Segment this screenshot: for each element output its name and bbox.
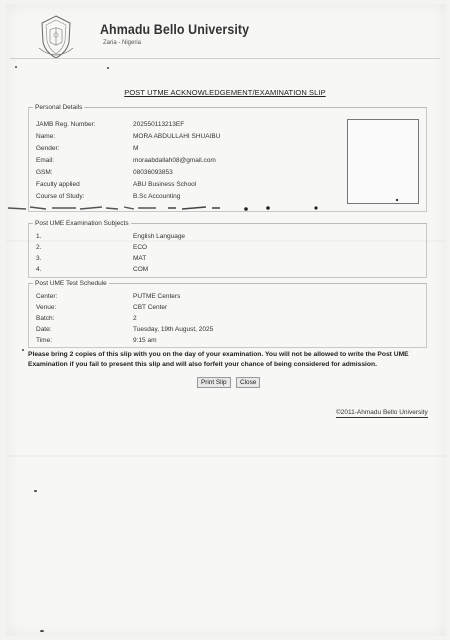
- schedule-label: Venue:: [36, 304, 57, 311]
- schedule-value: 9:15 am: [133, 337, 157, 344]
- schedule-label: Batch:: [36, 315, 55, 322]
- field-label: Email:: [36, 157, 55, 164]
- schedule-label: Date:: [36, 326, 52, 333]
- university-crest-icon: [36, 14, 76, 60]
- section-legend: Post UME Examination Subjects: [35, 220, 129, 227]
- schedule-label: Time:: [36, 337, 53, 344]
- paper-fold: [6, 455, 446, 457]
- field-value: MORA ABDULLAHI SHUAIBU: [133, 133, 221, 140]
- subject-number: 4.: [36, 266, 42, 273]
- subject-name: MAT: [133, 255, 147, 262]
- subjects-section: [28, 220, 427, 278]
- field-value: 202550113213EF: [133, 121, 185, 128]
- field-label: Gender:: [36, 145, 60, 152]
- field-value: B.Sc Accounting: [133, 193, 181, 200]
- field-value: 08036093853: [133, 169, 173, 176]
- subject-name: ECO: [133, 244, 148, 251]
- field-label: Faculty applied: [36, 181, 80, 188]
- speck: [15, 66, 17, 68]
- university-location: Zaria - Nigeria: [103, 40, 142, 46]
- test-schedule-section: [28, 280, 427, 348]
- header-divider: [10, 58, 440, 59]
- close-button[interactable]: Close: [236, 377, 260, 388]
- subject-number: 1.: [36, 233, 42, 240]
- speck: [34, 490, 37, 492]
- speck: [22, 349, 24, 351]
- instructions-notice: Please bring 2 copies of this slip with you on the day of your examination. You will not be allowed to write the Post UME Examination if you fail to present this slip and will also forfeit your chance of being considered for admission.: [28, 351, 409, 368]
- schedule-label: Center:: [36, 293, 58, 300]
- schedule-value: Tuesday, 19th August, 2025: [133, 326, 214, 333]
- schedule-value: 2: [133, 315, 137, 322]
- subject-name: COM: [133, 266, 149, 273]
- field-value: M: [133, 145, 139, 152]
- field-value: moraabdallah08@gmail.com: [133, 157, 216, 164]
- slip-title: POST UTME ACKNOWLEDGEMENT/EXAMINATION SLIP: [124, 88, 326, 97]
- subject-number: 3.: [36, 255, 42, 262]
- subject-number: 2.: [36, 244, 42, 251]
- section-legend: Personal Details: [35, 104, 83, 111]
- scan-artifact: [6, 203, 336, 213]
- subject-name: English Language: [133, 233, 186, 240]
- section-legend: Post UME Test Schedule: [35, 280, 107, 287]
- field-label: JAMB Reg. Number:: [36, 121, 96, 128]
- schedule-value: CBT Center: [133, 304, 168, 311]
- copyright-footer: ©2011-Ahmadu Bello University: [336, 409, 428, 416]
- field-label: Name:: [36, 133, 56, 140]
- field-label: Course of Study:: [36, 193, 85, 200]
- passport-photo-placeholder: [347, 119, 419, 204]
- print-slip-button[interactable]: Print Slip: [197, 377, 231, 388]
- schedule-value: PUTME Centers: [133, 293, 181, 300]
- field-label: GSM:: [36, 169, 53, 176]
- speck: [107, 67, 109, 69]
- speck: [40, 630, 44, 632]
- field-value: ABU Business School: [133, 181, 197, 188]
- university-name: Ahmadu Bello University: [100, 22, 250, 37]
